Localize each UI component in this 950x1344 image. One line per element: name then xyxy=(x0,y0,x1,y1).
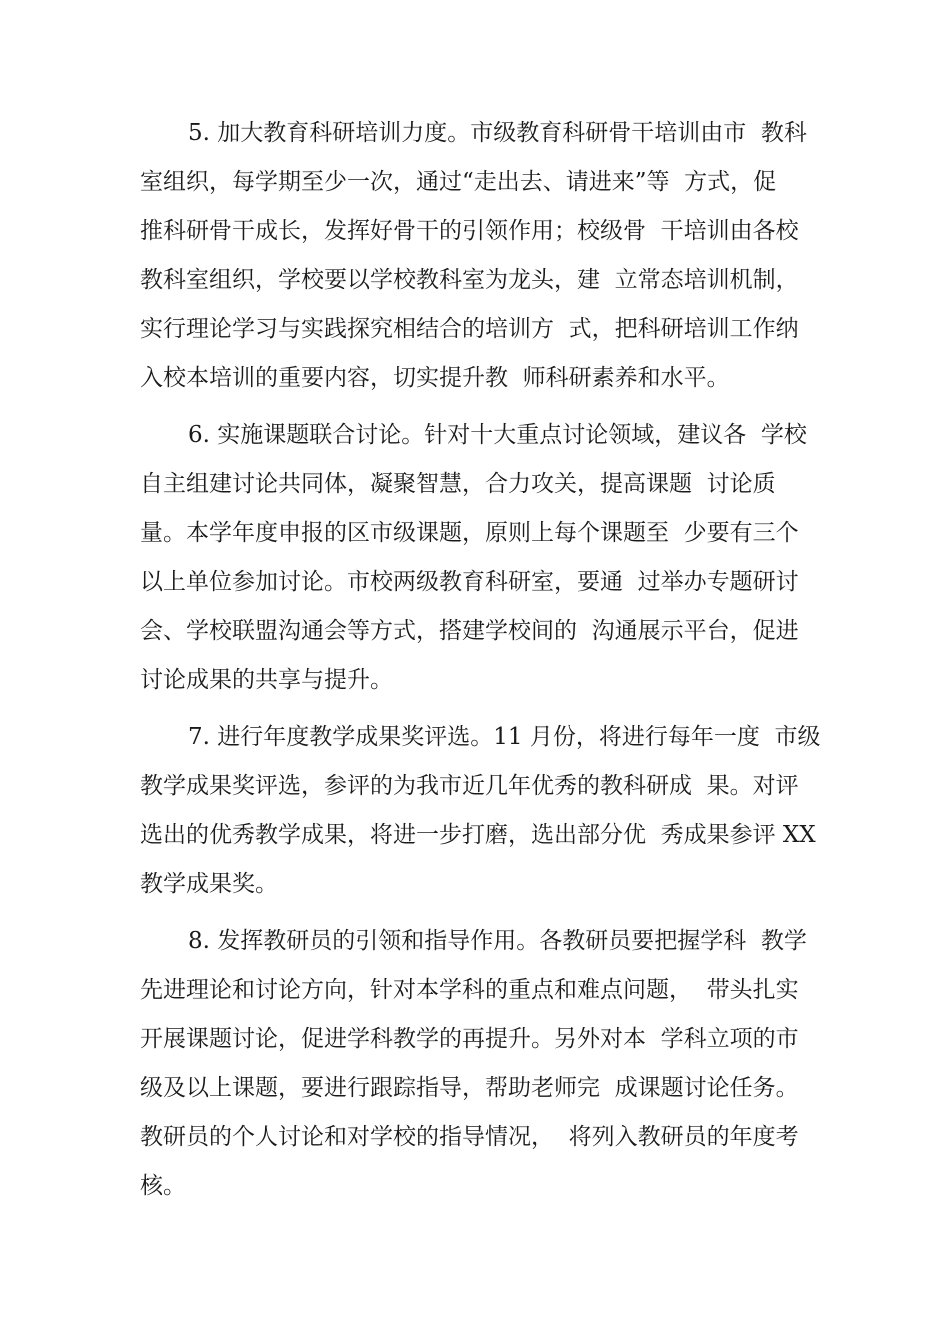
paragraph-line: 教学成果奖。 xyxy=(140,871,278,897)
paragraph-line: 教学成果奖评选，参评的为我市近几年优秀的教科研成 果。对评 xyxy=(140,773,799,799)
paragraph-line: 推科研骨干成长，发挥好骨干的引领作用；校级骨 干培训由各校 xyxy=(140,218,799,244)
paragraph-line: 实行理论学习与实践探究相结合的培训方 式，把科研培训工作纳 xyxy=(140,316,799,342)
paragraph-line: 教研员的个人讨论和对学校的指导情况， 将列入教研员的年度考 xyxy=(140,1124,799,1150)
document-page xyxy=(140,109,830,1219)
paragraph-line: 入校本培训的重要内容，切实提升教 师科研素养和水平。 xyxy=(140,365,730,391)
paragraph-line: 自主组建讨论共同体，凝聚智慧，合力攻关，提高课题 讨论质 xyxy=(140,471,776,497)
paragraph-line: 开展课题讨论，促进学科教学的再提升。另外对本 学科立项的市 xyxy=(140,1026,799,1052)
paragraph-6 xyxy=(140,411,830,705)
paragraph-line: 5. 加大教育科研培训力度。市级教育科研骨干培训由市 教科 xyxy=(188,120,807,146)
paragraph-line: 6. 实施课题联合讨论。针对十大重点讨论领域，建议各 学校 xyxy=(188,422,807,448)
paragraph-line: 先进理论和讨论方向，针对本学科的重点和难点问题， 带头扎实 xyxy=(140,977,799,1003)
paragraph-line: 讨论成果的共享与提升。 xyxy=(140,667,393,693)
paragraph-line: 级及以上课题，要进行跟踪指导，帮助老师完 成课题讨论任务。 xyxy=(140,1075,799,1101)
paragraph-line: 7. 进行年度教学成果奖评选。11 月份，将进行每年一度 市级 xyxy=(188,724,821,750)
paragraph-7 xyxy=(140,713,830,909)
paragraph-8 xyxy=(140,917,830,1211)
paragraph-line: 8. 发挥教研员的引领和指导作用。各教研员要把握学科 教学 xyxy=(188,928,807,954)
paragraph-line: 会、学校联盟沟通会等方式，搭建学校间的 沟通展示平台，促进 xyxy=(140,618,799,644)
paragraph-line: 教科室组织，学校要以学校教科室为龙头，建 立常态培训机制， xyxy=(140,267,799,293)
paragraph-line: 室组织，每学期至少一次，通过“走出去、请进来”等 方式，促 xyxy=(140,169,777,195)
paragraph-line: 以上单位参加讨论。市校两级教育科研室，要通 过举办专题研讨 xyxy=(140,569,799,595)
paragraph-line: 核。 xyxy=(140,1173,186,1199)
paragraph-line: 选出的优秀教学成果，将进一步打磨，选出部分优 秀成果参评 XX xyxy=(140,822,816,848)
paragraph-5 xyxy=(140,109,830,403)
paragraph-line: 量。本学年度申报的区市级课题，原则上每个课题至 少要有三个 xyxy=(140,520,799,546)
